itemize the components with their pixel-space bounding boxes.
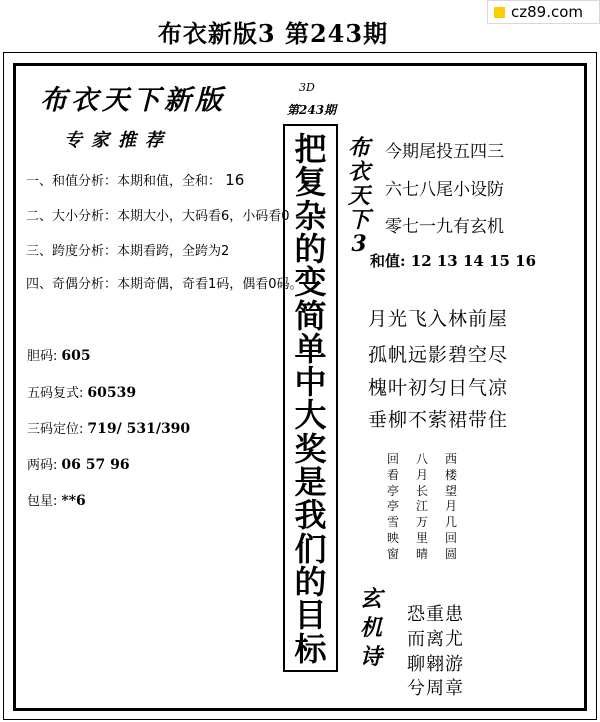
poem-line: 月光飞入林前屋 — [368, 308, 509, 330]
analysis-sum-text: 一、和值分析：本期和值，全和： — [26, 174, 222, 189]
expert-title: 专家推荐 — [64, 130, 172, 151]
slogan-char: 复 — [294, 163, 327, 202]
small-poem-char: 楼 — [444, 467, 457, 482]
small-poem-char: 月 — [444, 499, 457, 514]
small-poem-char: 映 — [386, 530, 399, 545]
five-code-label: 五码复式: — [27, 386, 84, 401]
small-poem-char: 雪 — [386, 515, 399, 530]
small-poem-char: 西 — [444, 452, 457, 466]
xuanji-line: 而离尤 — [407, 629, 464, 650]
bao-xing-label: 包星: — [27, 494, 58, 509]
small-poem-char: 江 — [415, 499, 428, 514]
small-poem-column — [412, 452, 432, 563]
slogan-char: 的 — [294, 562, 327, 601]
slogan-char: 杂 — [294, 196, 327, 235]
poem-line: 孤帆远影碧空尽 — [368, 344, 509, 366]
small-poem-char: 亭 — [386, 499, 399, 514]
five-code — [27, 382, 136, 401]
slogan-char: 是 — [294, 463, 327, 501]
small-poem-char: 回 — [444, 530, 457, 545]
slogan-char: 目 — [294, 596, 327, 635]
five-code-value: 60539 — [87, 385, 137, 401]
slogan-char: 们 — [294, 529, 327, 568]
small-poem-char: 望 — [444, 483, 457, 498]
small-poem-char: 长 — [415, 483, 428, 498]
vertical-title-char: 天 — [347, 183, 370, 209]
small-poem-char: 里 — [415, 530, 428, 545]
slogan-char: 简 — [294, 296, 327, 335]
two-code-value: 06 57 96 — [61, 457, 130, 473]
slogan-char: 把 — [294, 130, 327, 168]
small-poem-char: 圆 — [444, 546, 457, 561]
xuanji-char: 玄 — [359, 586, 382, 612]
xuanji-char: 机 — [359, 615, 382, 641]
dan-ma-value: 605 — [61, 348, 91, 364]
xuanji-line: 聊翱游 — [407, 654, 464, 675]
slogan-char: 的 — [294, 229, 327, 268]
poem-line: 槐叶初匀日气凉 — [368, 377, 509, 399]
small-poem-char: 晴 — [415, 546, 428, 561]
brand-title: 布衣天下新版 — [40, 85, 226, 116]
analysis-span: 三、跨度分析：本期看跨，全跨为2 — [26, 244, 230, 259]
slogan-char: 单 — [294, 329, 327, 368]
small-poem-char: 几 — [444, 515, 457, 530]
bao-xing — [27, 490, 86, 509]
vertical-title-char: 布 — [347, 135, 370, 161]
small-poem-char: 万 — [415, 515, 428, 530]
vertical-title-char: 衣 — [347, 159, 370, 185]
vertical-title-char: 3 — [351, 231, 367, 257]
xuanji-line: 兮周章 — [407, 678, 464, 699]
page-title: 布衣新版3 第243期 — [157, 19, 389, 48]
slogan-char: 变 — [294, 263, 327, 302]
small-poem-column — [383, 452, 403, 563]
slogan-char: 中 — [294, 363, 327, 402]
small-poem-char: 窗 — [386, 546, 399, 561]
small-poem-char: 八 — [415, 452, 428, 466]
small-poem-char: 回 — [386, 452, 399, 466]
slogan-char: 大 — [294, 396, 327, 435]
analysis-sum — [26, 170, 244, 189]
three-code — [27, 418, 190, 437]
small-poem-char: 月 — [415, 467, 428, 482]
tip-line: 六七八尾小设防 — [385, 180, 504, 200]
analysis-sum-value: 16 — [225, 171, 245, 189]
analysis-size: 二、大小分析：本期大小，大码看6，小码看0 — [26, 209, 290, 224]
slogan-char: 我 — [294, 496, 327, 535]
analysis-parity: 四、奇偶分析：本期奇偶，奇看1码，偶看0码。 — [26, 277, 303, 292]
two-code — [27, 454, 130, 473]
vertical-title-char: 下 — [347, 207, 370, 233]
dan-ma-label: 胆码: — [27, 349, 58, 364]
issue-tag: 3D — [299, 81, 315, 94]
small-poem-char: 看 — [386, 467, 399, 482]
issue-number: 第243期 — [287, 103, 337, 117]
tip-line: 今期尾投五四三 — [385, 142, 504, 162]
site-url[interactable]: cz89.com — [511, 3, 584, 21]
three-code-label: 三码定位: — [27, 422, 84, 437]
xuanji-line: 恐重患 — [407, 604, 464, 625]
dan-ma — [27, 345, 91, 364]
tip-line: 零七一九有玄机 — [385, 217, 504, 237]
small-poem-char: 亭 — [386, 483, 399, 498]
poem-line: 垂柳不萦裙带住 — [368, 409, 509, 431]
sum-values: 和值: 12 13 14 15 16 — [370, 252, 537, 270]
two-code-label: 两码: — [27, 458, 58, 473]
slogan-char: 奖 — [294, 429, 327, 468]
slogan-char: 标 — [294, 629, 327, 668]
xuanji-char: 诗 — [359, 644, 382, 670]
three-code-value: 719/ 531/390 — [87, 421, 191, 437]
bao-xing-value: **6 — [61, 493, 86, 509]
small-poem-column — [441, 452, 461, 563]
